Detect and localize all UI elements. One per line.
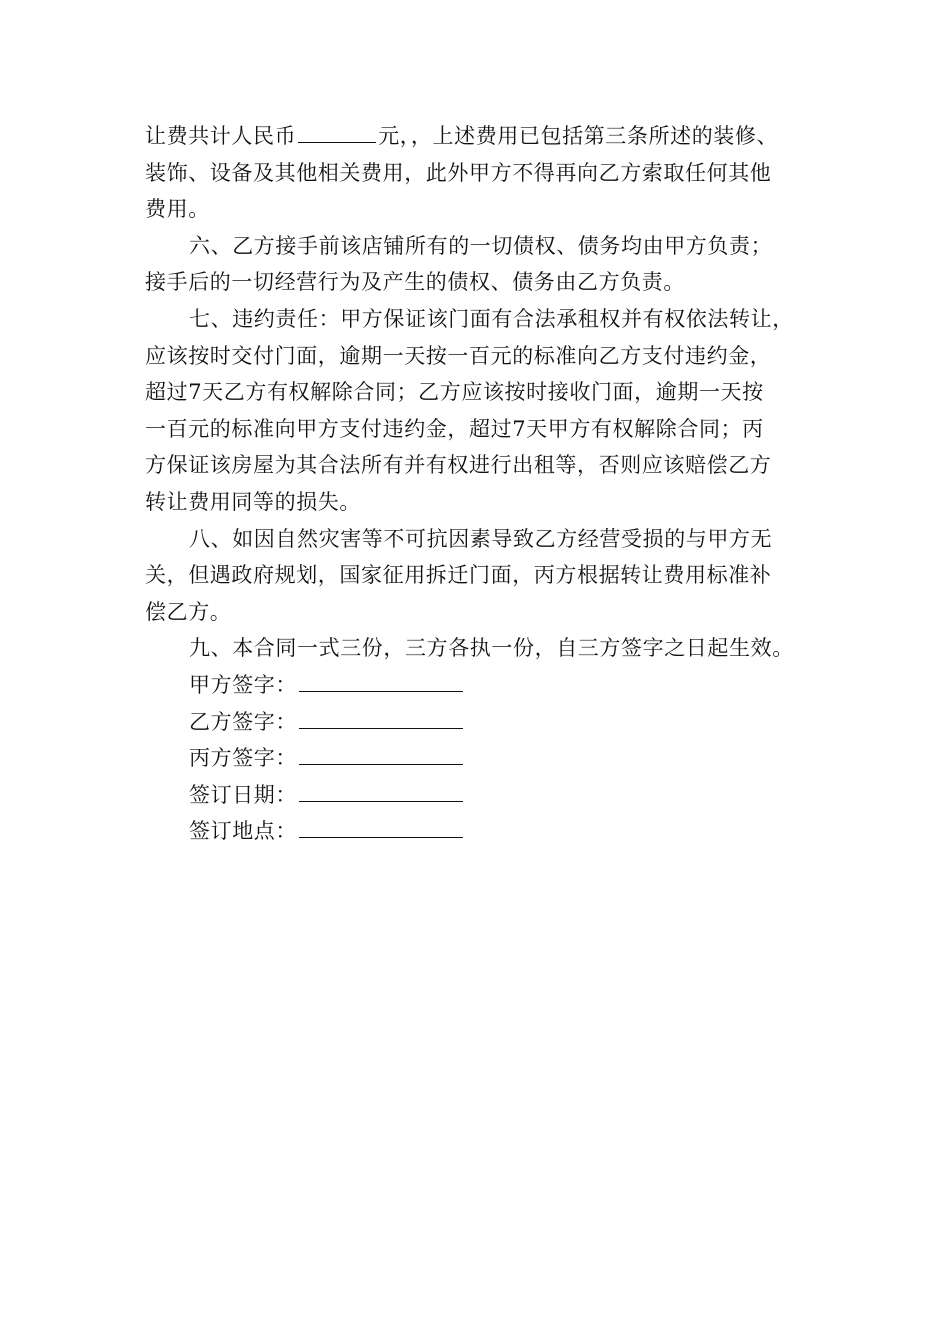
amount-blank [298, 124, 376, 143]
paragraph-6-line-1: 六、乙方接手前该店铺所有的一切债权、债务均由甲方负责； [189, 233, 773, 258]
sign-date-line [299, 783, 463, 802]
paragraph-8-line-3: 偿乙方。 [145, 599, 232, 624]
paragraph-9-line-1: 九、本合同一式三份，三方各执一份，自三方签字之日起生效。 [189, 636, 794, 661]
sign-place-line [299, 819, 463, 838]
party-c-signature-line [299, 746, 463, 765]
paragraph-7-line-1: 七、违约责任：甲方保证该门面有合法承租权并有权依法转让， [189, 306, 794, 331]
paragraph-7-line-3: 超过7天乙方有权解除合同；乙方应该按时接收门面，逾期一天按 [145, 380, 764, 405]
signature-row-place [145, 813, 810, 850]
paragraph-7-line-2: 应该按时交付门面，逾期一天按一百元的标准向乙方支付违约金， [145, 343, 772, 368]
party-a-signature-line [299, 673, 463, 692]
signature-row-party-a [145, 667, 810, 704]
paragraph-8-line-2: 关，但遇政府规划，国家征用拆迁门面，丙方根据转让费用标准补 [145, 563, 772, 588]
paragraph-6-line-2: 接手后的一切经营行为及产生的债权、债务由乙方负责。 [145, 270, 685, 295]
paragraph-7-line-5: 方保证该房屋为其合法所有并有权进行出租等，否则应该赔偿乙方 [145, 453, 772, 478]
paragraph-5-line-3: 费用。 [145, 197, 210, 222]
party-b-signature-label: 乙方签字： [189, 709, 297, 734]
paragraph-7-line-4: 一百元的标准向甲方支付违约金，超过7天甲方有权解除合同；丙 [145, 416, 764, 441]
paragraph-8-line-1: 八、如因自然灾害等不可抗因素导致乙方经营受损的与甲方无 [189, 526, 773, 551]
sign-place-label: 签订地点： [189, 819, 297, 844]
party-c-signature-label: 丙方签字： [189, 746, 297, 771]
paragraph-5-text-after-blank: 元，，上述费用已包括第三条所述的装修、 [378, 124, 779, 148]
paragraph-5-line-2: 装饰、设备及其他相关费用，此外甲方不得再向乙方索取任何其他 [145, 160, 772, 185]
contract-page [145, 118, 810, 850]
signature-row-date [145, 777, 810, 814]
paragraph-5-text-before-blank: 让费共计人民币 [145, 124, 297, 148]
sign-date-label: 签订日期： [189, 782, 297, 807]
paragraph-7-line-6: 转让费用同等的损失。 [145, 489, 361, 514]
signature-row-party-c [145, 740, 810, 777]
party-b-signature-line [299, 710, 463, 729]
signature-row-party-b [145, 704, 810, 741]
paragraph-5-line-1 [145, 118, 810, 155]
party-a-signature-label: 甲方签字： [189, 672, 297, 697]
